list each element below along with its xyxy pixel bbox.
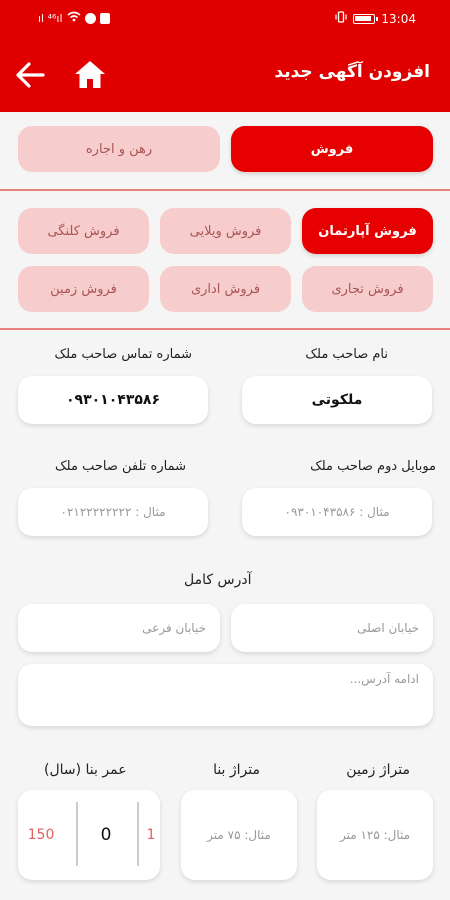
status-bar [0, 0, 450, 38]
divider [0, 189, 450, 191]
owner-name-field[interactable]: ملکوتی [242, 376, 432, 424]
chip-old-building-sale[interactable]: فروش کلنگی [18, 208, 149, 254]
app-bar [0, 38, 450, 112]
tab-rent[interactable]: رهن و اجاره [18, 126, 220, 172]
owner-phone-field[interactable]: ۰۹۳۰۱۰۴۳۵۸۶ [18, 376, 208, 424]
divider [0, 328, 450, 330]
status-indicators [38, 11, 110, 25]
age-max[interactable]: 150 [27, 827, 55, 843]
signal-icon: ıl ⁴⁶ıl [38, 11, 63, 25]
back-button[interactable] [14, 58, 48, 92]
wifi-icon [67, 11, 81, 25]
page-title: افزودن آگهی جدید [274, 62, 430, 82]
home-button[interactable] [72, 58, 108, 92]
chip-office-sale[interactable]: فروش اداری [160, 266, 291, 312]
building-area-label: متراژ بنا [213, 762, 260, 778]
status-right [335, 11, 416, 26]
arrow-left-icon [14, 58, 48, 92]
address-detail-field[interactable]: ادامه آدرس... [18, 664, 433, 726]
home-icon [72, 58, 108, 92]
clock: 13:04 [381, 11, 416, 26]
address-label: آدرس کامل [184, 572, 252, 588]
land-area-field[interactable]: مثال: ۱۲۵ متر [317, 790, 433, 880]
shield-icon [100, 13, 110, 24]
main-street-field[interactable]: خیابان اصلی [231, 604, 433, 652]
owner-mobile2-label: موبایل دوم صاحب ملک [310, 459, 436, 474]
chip-villa-sale[interactable]: فروش ویلایی [160, 208, 291, 254]
battery-icon [353, 14, 375, 24]
chip-commercial-sale[interactable]: فروش تجاری [302, 266, 433, 312]
building-area-field[interactable]: مثال: ۷۵ متر [181, 790, 297, 880]
chip-land-sale[interactable]: فروش زمین [18, 266, 149, 312]
owner-tel-field[interactable]: مثال : ۰۲۱۲۲۲۲۲۲۲۲ [18, 488, 208, 536]
building-age-label: عمر بنا (سال) [44, 762, 127, 778]
owner-name-label: نام صاحب ملک [305, 347, 388, 362]
owner-tel-label: شماره تلفن صاحب ملک [55, 459, 186, 474]
notification-icon [85, 13, 96, 24]
chip-apartment-sale[interactable]: فروش آپارتمان [302, 208, 433, 254]
age-min[interactable]: 1 [146, 827, 156, 843]
side-street-field[interactable]: خیابان فرعی [18, 604, 220, 652]
building-age-stepper[interactable] [18, 790, 160, 880]
age-value: 0 [100, 825, 112, 845]
land-area-label: متراژ زمین [346, 762, 410, 778]
owner-mobile2-field[interactable]: مثال : ۰۹۳۰۱۰۴۳۵۸۶ [242, 488, 432, 536]
owner-phone-label: شماره تماس صاحب ملک [54, 347, 192, 362]
vibrate-icon [335, 11, 347, 26]
tab-sale[interactable]: فروش [231, 126, 433, 172]
